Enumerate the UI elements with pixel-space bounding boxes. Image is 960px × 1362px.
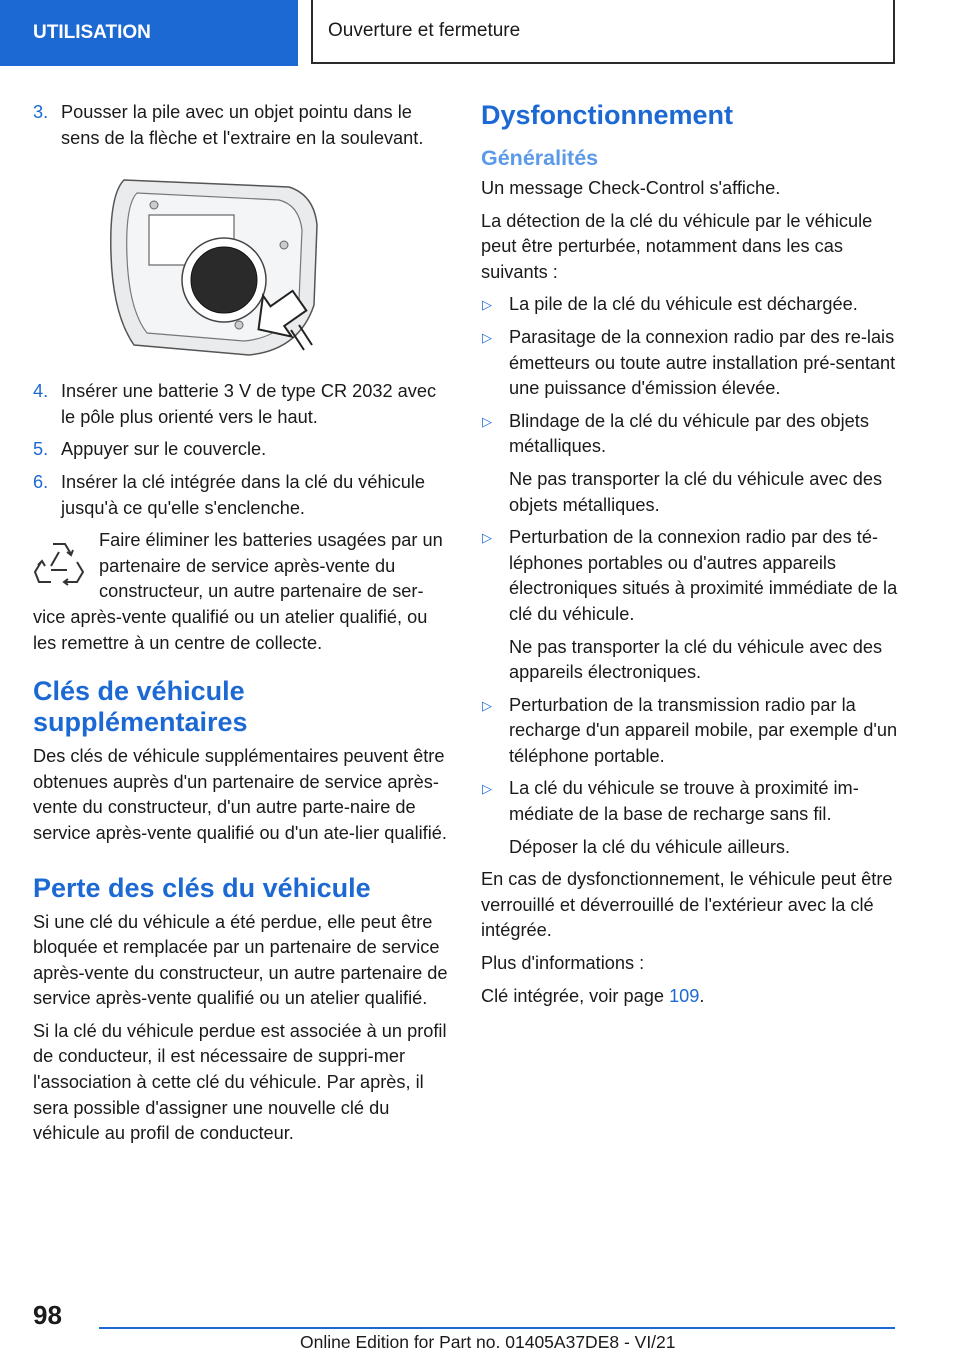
cross-reference-text: Clé intégrée, voir page (481, 985, 670, 1006)
list-item-note: Ne pas transporter la clé du véhicule avec des objets métalliques. (509, 468, 883, 515)
footer-divider (99, 1327, 895, 1329)
cross-reference (481, 984, 899, 1010)
key-battery-drawing (99, 165, 319, 365)
list-item (481, 525, 899, 627)
step-number: 6. (33, 471, 49, 492)
page-number: 98 (33, 1300, 62, 1330)
step-5 (33, 437, 449, 463)
key-battery-illustration (99, 165, 449, 365)
step-text: Insérer une batterie 3 V de type CR 2032 avec le pôle plus orienté vers le haut. (61, 381, 437, 427)
list-item (481, 693, 899, 770)
key-loss-paragraph-2: Si la clé du véhicule perdue est associée à un profil de conducteur, il est nécessaire de suppri-mer l'association à cette clé du véhicule. Par après, il sera possible d'assigner une nouvelle clé du véhicule au profil de conducteur. (33, 1020, 447, 1144)
cross-reference-end: . (699, 985, 705, 1006)
list-item-text: Perturbation de la transmission radio par la recharge d'un appareil mobile, par exemple d'un téléphone portable. (509, 694, 898, 766)
fallback-paragraph: En cas de dysfonctionnement, le véhicule peut être verrouillé et déverrouillé de l'extérieur avec la clé intégrée. (481, 869, 893, 941)
intro-paragraph-1: Un message Check-Control s'affiche. (481, 178, 781, 198)
list-item-text: La clé du véhicule se trouve à proximité im-médiate de la base de recharge sans fil. (509, 778, 859, 825)
bullet-triangle-icon: ▷ (482, 413, 492, 429)
list-item (481, 292, 899, 318)
bullet-triangle-icon: ▷ (482, 781, 492, 797)
bullet-triangle-icon: ▷ (482, 697, 492, 713)
heading-key-loss: Perte des clés du véhicule (33, 872, 371, 903)
step-6 (33, 470, 449, 521)
bullet-triangle-icon: ▷ (482, 297, 492, 313)
list-item (481, 776, 899, 827)
step-text: Pousser la pile avec un objet pointu dans le sens de la flèche et l'extraire en la soulevant. (61, 102, 424, 148)
key-loss-paragraph-1: Si une clé du véhicule a été perdue, elle peut être bloquée et remplacée par un partenaire de service après-vente du constructeur, un autre partenaire de service après-vente qualifié ou un atelier qualifié. (33, 911, 448, 1009)
footer-edition: Online Edition for Part no. 01405A37DE8 - VI/21 (300, 1332, 676, 1352)
recycle-note-text: Faire éliminer les batteries usagées par un partenaire de service après-vente du constructeur, un autre partenaire de ser- (99, 530, 443, 602)
subheading-general: Généralités (481, 146, 599, 170)
list-item (481, 409, 899, 460)
right-column (481, 100, 899, 1016)
step-number: 3. (33, 102, 49, 122)
list-item-note: Ne pas transporter la clé du véhicule avec des appareils électroniques. (509, 636, 883, 683)
list-item-text: Blindage de la clé du véhicule par des objets métalliques. (509, 410, 869, 457)
step-number: 5. (33, 439, 49, 460)
recycle-note (33, 528, 449, 605)
step-4 (33, 379, 449, 430)
header-section-tab (0, 0, 298, 66)
header-section-label: UTILISATION (33, 22, 151, 43)
header-chapter-box (311, 0, 895, 64)
step-3 (33, 100, 449, 151)
extra-keys-text: Des clés de véhicule supplémentaires peuvent être obtenues auprès d'un partenaire de service après-vente du constructeur, d'un autre parte-naire de service après-vente qualifié ou d'un ate-lier qualifié. (33, 746, 447, 843)
recycle-icon (33, 538, 85, 594)
page-link[interactable]: 109 (669, 985, 700, 1006)
step-text: Insérer la clé intégrée dans la clé du véhicule jusqu'à ce qu'elle s'enclenche. (61, 471, 425, 518)
step-number: 4. (33, 381, 49, 402)
header-chapter-label: Ouverture et fermeture (328, 20, 521, 41)
list-item (481, 325, 899, 402)
list-item-text: Parasitage de la connexion radio par des re-lais émetteurs ou toute autre installation pré-sentant une puissance d'émission élevée. (509, 326, 896, 399)
list-item-note: Déposer la clé du véhicule ailleurs. (509, 836, 791, 857)
heading-extra-keys: Clés de véhicule supplémentaires (33, 676, 248, 738)
heading-malfunction: Dysfonctionnement (481, 100, 734, 130)
list-item-text: Perturbation de la connexion radio par des té-léphones portables ou d'autres appareils électroniques situés à proximité immédiate de la clé du véhicule. (509, 527, 898, 624)
recycle-note-continuation: vice après-vente qualifié ou un atelier qualifié, ou les remettre à un centre de collecte. (33, 606, 428, 653)
bullet-triangle-icon: ▷ (482, 329, 492, 345)
left-column (33, 100, 449, 1154)
bullet-triangle-icon: ▷ (482, 530, 492, 546)
more-info-label: Plus d'informations : (481, 953, 645, 974)
intro-paragraph-2: La détection de la clé du véhicule par le véhicule peut être perturbée, notamment dans les cas suivants : (481, 210, 873, 282)
list-item-text: La pile de la clé du véhicule est déchargée. (509, 294, 858, 315)
step-text: Appuyer sur le couvercle. (61, 439, 267, 460)
